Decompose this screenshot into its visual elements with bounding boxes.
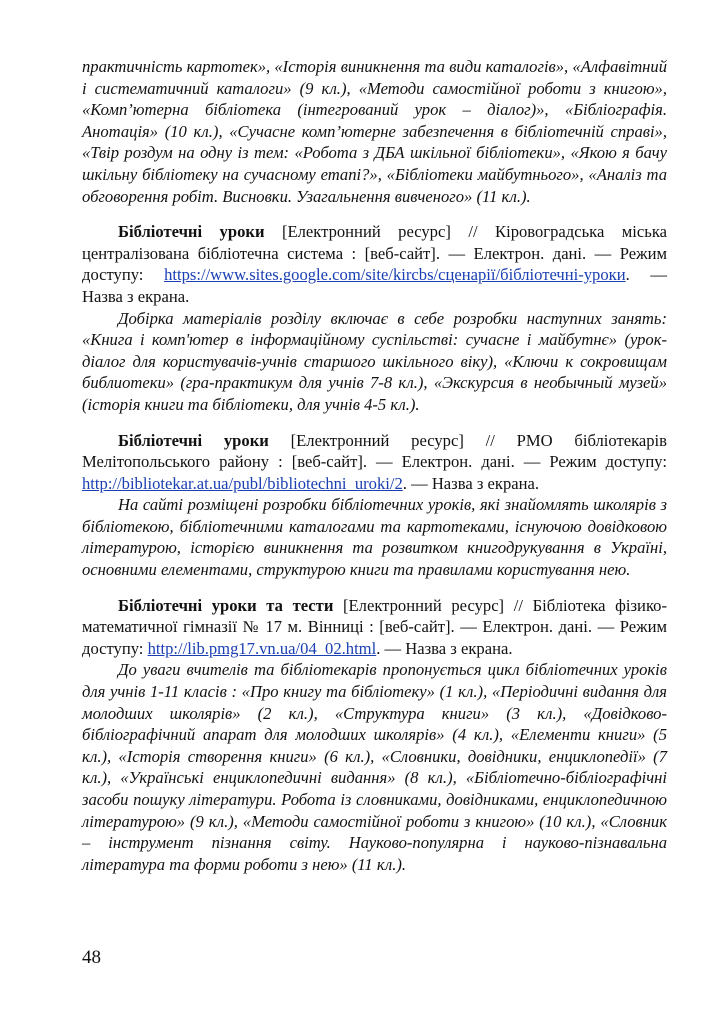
entry-description: [Електронний ресурс] // Бібліотека фізико-математичної гімназії № 17 м. Вінниці : [веб-сайт]. — Електрон. дані. — Режим доступу:	[82, 595, 667, 658]
entry-link[interactable]: http://lib.pmg17.vn.ua/04_02.html	[147, 638, 377, 658]
entry-citation-2	[82, 430, 667, 495]
entry-tail: . — Назва з екрана.	[376, 638, 513, 658]
entry-title: Бібліотечні уроки	[118, 430, 269, 450]
page-number: 48	[82, 947, 101, 968]
entry-annotation-1: Добірка матеріалів розділу включає в себе розробки наступних занять: «Книга і комп'ютер в інформаційному суспільстві: сучасне і майбутнє» (урок-діалог для користувачів-учнів старшого шкільного віку), «Ключи к сокровищам библиотеки» (гра-практикум для учнів 7-8 кл.), «Экскурсия в необычный музей» (історія книги та бібліотеки, для учнів 4-5 кл.).	[82, 308, 667, 414]
entry-description: [Електронний ресурс] // РМО бібліотекарів Мелітопольського району : [веб-сайт]. — Електрон. дані. — Режим доступу:	[82, 430, 668, 472]
entry-tail: . — Назва з екрана.	[402, 473, 540, 493]
entry-title: Бібліотечні уроки	[118, 222, 265, 242]
entry-citation-3	[82, 595, 667, 660]
entry-citation-1	[82, 221, 667, 307]
entry-title: Бібліотечні уроки та тести	[118, 595, 334, 615]
entry-annotation-2: На сайті розміщені розробки бібліотечних уроків, які знайомлять школярів з бібліотекою, бібліотечними каталогами та картотеками, існуючою довідковою літературою, історією виникнення та розвитком книгодрукування в Україні, основними елементами, структурою книги та правилами користування нею.	[82, 495, 667, 580]
entry-description: [Електронний ресурс] // Кіровоградська міська централізована бібліотечна система : [веб-сайт]. — Електрон. дані. — Режим доступу:	[82, 222, 668, 285]
entry-link[interactable]: https://www.sites.google.com/site/kircbs/сценарії/бібліотечні-уроки	[164, 265, 626, 285]
entry-link[interactable]: http://bibliotekar.at.ua/publ/bibliotechni_uroki/2	[82, 473, 403, 493]
entry-tail: . — Назва з екрана.	[82, 265, 667, 306]
continued-annotation: практичність картотек», «Історія виникнення та види каталогів», «Алфавітний і систематичний каталоги» (9 кл.), «Методи самостійної роботи з книгою», «Комп’ютерна бібліотека (інтегрований урок – діалог)», «Бібліографія. Анотація» (10 кл.), «Сучасне комп’ютерне забезпечення в бібліотечній справі», «Твір роздум на одну із тем: «Робота з ДБА шкільної бібліотеки», «Якою я бачу шкільну бібліотеку на сучасному етапі?», «Бібліотеки майбутнього», «Аналіз та обговорення робіт. Висновки. Узагальнення вивченого» (11 кл.).	[82, 57, 667, 206]
entry-annotation-3: До уваги вчителів та бібліотекарів пропонується цикл бібліотечних уроків для учнів 1-11 класів : «Про книгу та бібліотеку» (1 кл.), «Періодичні видання для молодших школярів» (2 кл.), «Структура книги» (3 кл.), «Довідково-бібліографічний апарат для молодших школярів» (4 кл.), «Елементи книги» (5 кл.), «Історія створення книги» (6 кл.), «Словники, довідники, енциклопедії» (7 кл.), «Українські енциклопедичні видання» (8 кл.), «Бібліотечно-бібліографічні засоби пошуку літератури. Робота із словниками, довідниками, енциклопедичною літературою» (9 кл.), «Методи самостійної роботи з книгою» (10 кл.), «Словник – інструмент пізнання світу. Науково-популярна і науково-пізнавальна література та форми роботи з нею» (11 кл.).	[82, 660, 667, 874]
